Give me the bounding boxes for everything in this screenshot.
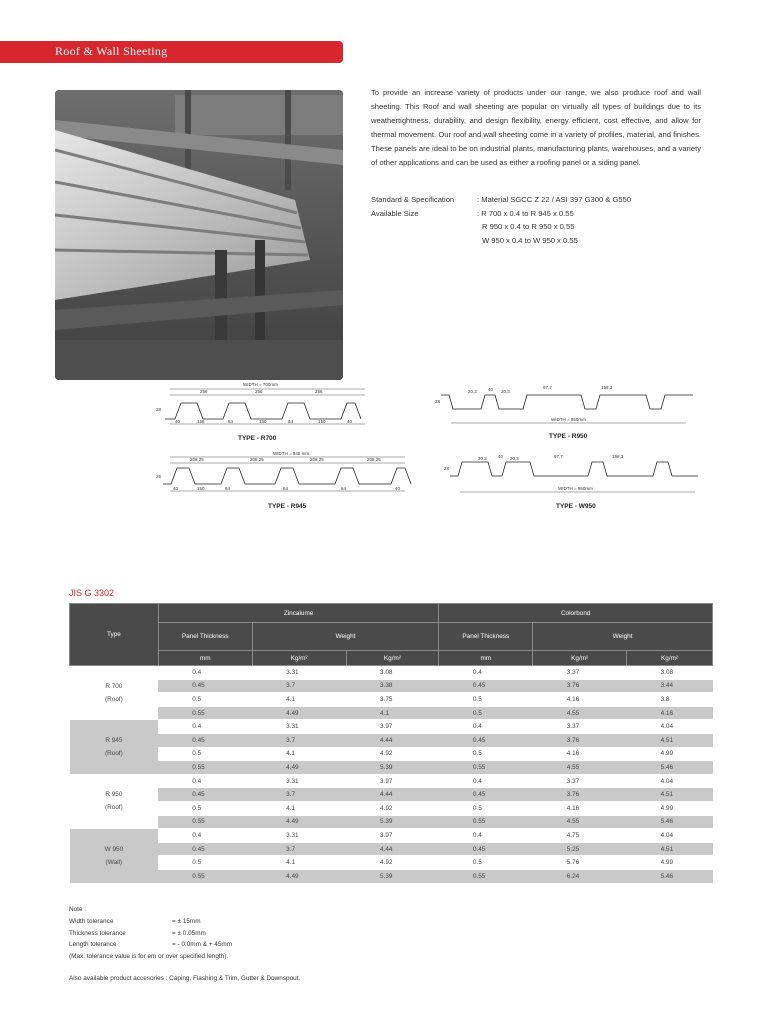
table-cell: 0.45	[439, 733, 533, 747]
table-row	[70, 761, 713, 775]
table-row	[70, 706, 713, 720]
table-row	[70, 842, 713, 856]
type-cell	[70, 774, 159, 828]
r700-width-text: WIDTH = 700mm	[243, 382, 278, 387]
w950-label: TYPE - W950	[556, 503, 596, 510]
unit-header: Kg/m²	[533, 651, 627, 666]
table-cell: 3.31	[252, 720, 346, 734]
table-cell: 0.5	[439, 693, 533, 707]
table-cell: 0.45	[158, 842, 252, 856]
table-cell: 4.99	[627, 747, 713, 761]
table-cell: 0.45	[439, 842, 533, 856]
table-cell: 3.76	[533, 679, 627, 693]
svg-text:158,3: 158,3	[612, 454, 624, 459]
table-row	[70, 801, 713, 815]
svg-text:208,25: 208,25	[367, 457, 381, 462]
svg-text:40: 40	[175, 419, 181, 424]
notes-remark: (Max. tolerance value is for em or over specified length).	[69, 953, 229, 961]
note-key: Length tolerance	[69, 941, 117, 949]
profile-w950-diagram	[440, 450, 705, 500]
svg-text:97,7: 97,7	[554, 454, 563, 459]
table-cell: 0.4	[439, 774, 533, 788]
svg-text:WIDTH = 945 mm: WIDTH = 945 mm	[273, 451, 310, 456]
table-cell: 4.49	[252, 815, 346, 829]
svg-text:20,3: 20,3	[501, 389, 510, 394]
note-value: = - 0.0mm & + 45mm	[172, 941, 233, 949]
table-cell: 3.38	[346, 679, 439, 693]
table-cell: 0.5	[439, 747, 533, 761]
table-cell: 4.16	[533, 801, 627, 815]
type-usage: (Wall)	[105, 858, 123, 866]
table-cell: 3.8	[627, 693, 713, 707]
table-cell: 3.97	[346, 720, 439, 734]
type-usage: (Roof)	[105, 804, 123, 812]
r945-label: TYPE - R945	[268, 503, 307, 510]
table-cell: 5.39	[346, 761, 439, 775]
table-cell: 3.31	[252, 774, 346, 788]
table-cell: 3.31	[252, 666, 346, 680]
svg-text:20,3: 20,3	[478, 456, 487, 461]
table-cell: 4.04	[627, 720, 713, 734]
svg-text:WIDTH = 950mm: WIDTH = 950mm	[558, 486, 593, 491]
table-cell: 4.16	[627, 706, 713, 720]
table-cell: 3.44	[627, 679, 713, 693]
intro-paragraph: To provide an increase variety of products under our range, we also produce roof and wall sheeting. This Roof and wall sheeting are popular on virtually all types of buildings due to its weathertightness, durability, and design flexibility, energy efficient, cost effective, and allow for thermal movement. Our roof and wall sheeting come in a variety of profiles, material, and finishes. These panels are ideal to be on industrial plants, manufacturing plants, warehouses, and a variety of other applications and can be used as either a roofing panel or a siding panel.	[371, 88, 701, 167]
table-cell: 0.4	[439, 720, 533, 734]
table-cell: 0.4	[158, 720, 252, 734]
table-cell: 0.55	[158, 761, 252, 775]
svg-text:64: 64	[288, 419, 294, 424]
table-cell: 0.4	[158, 666, 252, 680]
table-row	[70, 815, 713, 829]
table-cell: 3.97	[346, 774, 439, 788]
table-row	[70, 733, 713, 747]
table-cell: 4.49	[252, 869, 346, 883]
table-cell: 4.04	[627, 829, 713, 843]
svg-text:40: 40	[395, 486, 401, 491]
table-cell: 0.5	[158, 856, 252, 870]
color-panel-thickness-header: Panel Thickness	[439, 623, 533, 651]
svg-text:97,7: 97,7	[543, 385, 552, 390]
specification-table	[69, 603, 713, 884]
unit-header: mm	[439, 651, 533, 666]
svg-text:156: 156	[197, 419, 205, 424]
table-cell: 0.55	[158, 815, 252, 829]
svg-text:208,25: 208,25	[250, 457, 264, 462]
type-header: Type	[70, 604, 159, 666]
svg-text:20,3: 20,3	[468, 389, 477, 394]
svg-text:28: 28	[435, 399, 441, 404]
table-cell: 3.37	[533, 666, 627, 680]
table-cell: 0.55	[439, 761, 533, 775]
svg-text:64: 64	[341, 486, 347, 491]
svg-text:WIDTH = 950mm: WIDTH = 950mm	[551, 417, 586, 422]
table-cell: 4.55	[533, 815, 627, 829]
table-cell: 4.49	[252, 761, 346, 775]
notes-heading: Note :	[69, 906, 87, 913]
note-value: = ± 15mm	[172, 917, 201, 925]
svg-text:28: 28	[444, 466, 450, 471]
table-cell: 0.55	[439, 815, 533, 829]
notes	[69, 904, 232, 963]
note-value: = ± 0.05mm	[172, 929, 206, 937]
svg-text:150: 150	[197, 486, 205, 491]
unit-header: mm	[158, 651, 252, 666]
table-cell: 0.5	[158, 693, 252, 707]
table-cell: 4.16	[533, 747, 627, 761]
table-cell: 4.51	[627, 842, 713, 856]
table-cell: 3.37	[533, 774, 627, 788]
table-cell: 5.39	[346, 815, 439, 829]
standard-label: Standard & Specification	[371, 195, 455, 204]
table-cell: 3.08	[627, 666, 713, 680]
table-cell: 4.55	[533, 761, 627, 775]
table-row	[70, 774, 713, 788]
table-cell: 4.1	[252, 747, 346, 761]
table-row	[70, 829, 713, 843]
table-cell: 3.7	[252, 679, 346, 693]
type-cell	[70, 829, 159, 883]
svg-text:40: 40	[173, 486, 179, 491]
specifications	[371, 193, 631, 247]
table-cell: 0.55	[439, 869, 533, 883]
svg-text:208,25: 208,25	[190, 457, 204, 462]
type-cell	[70, 666, 159, 720]
table-cell: 0.55	[158, 869, 252, 883]
table-row	[70, 747, 713, 761]
table-cell: 4.99	[627, 856, 713, 870]
table-cell: 0.5	[158, 801, 252, 815]
table-cell: 0.5	[158, 747, 252, 761]
standard-value: : Material SGCC Z 22 / ASI 397 G300 & G550	[477, 195, 632, 204]
zinc-weight-header: Weight	[252, 623, 439, 651]
svg-text:20,3: 20,3	[510, 456, 519, 461]
table-cell: 5.46	[627, 815, 713, 829]
table-cell: 3.76	[533, 788, 627, 802]
table-cell: 4.1	[252, 856, 346, 870]
table-cell: 4.44	[346, 842, 439, 856]
type-name: R 700	[105, 682, 123, 690]
table-cell: 0.45	[439, 788, 533, 802]
r950-label: TYPE - R950	[549, 433, 588, 440]
r700-label: TYPE - R700	[238, 435, 277, 442]
unit-header: Kg/m²	[252, 651, 346, 666]
section-header	[0, 41, 343, 63]
table-cell: 4.92	[346, 747, 439, 761]
table-cell: 3.7	[252, 842, 346, 856]
svg-text:256: 256	[200, 389, 208, 394]
roof-sheeting-photo	[55, 90, 343, 380]
table-cell: 3.75	[346, 693, 439, 707]
section-title: Roof & Wall Sheeting	[55, 44, 168, 58]
table-cell: 4.44	[346, 788, 439, 802]
table-cell: 3.97	[346, 829, 439, 843]
type-cell	[70, 720, 159, 774]
table-row	[70, 869, 713, 883]
table-cell: 5.39	[346, 869, 439, 883]
photo-illustration	[55, 90, 343, 380]
table-cell: 0.4	[158, 829, 252, 843]
svg-text:150: 150	[259, 419, 267, 424]
svg-text:256: 256	[255, 389, 263, 394]
table-cell: 4.51	[627, 788, 713, 802]
table-cell: 4.92	[346, 801, 439, 815]
svg-text:40: 40	[488, 387, 494, 392]
svg-text:28: 28	[156, 407, 162, 412]
svg-text:256: 256	[315, 389, 323, 394]
type-usage: (Roof)	[105, 750, 123, 758]
table-row	[70, 693, 713, 707]
svg-text:25: 25	[156, 474, 162, 479]
svg-text:150: 150	[318, 419, 326, 424]
table-cell: 4.55	[533, 706, 627, 720]
table-title: JIS G 3302	[69, 588, 115, 598]
table-cell: 3.7	[252, 788, 346, 802]
table-cell: 4.49	[252, 706, 346, 720]
table-cell: 4.92	[346, 856, 439, 870]
table-cell: 4.1	[252, 693, 346, 707]
unit-header: Kg/m²	[627, 651, 713, 666]
profile-r950-diagram	[431, 381, 701, 431]
zinc-panel-thickness-header: Panel Thickness	[158, 623, 252, 651]
colorbond-header: Colorbond	[439, 604, 713, 623]
table-cell: 5.46	[627, 869, 713, 883]
table-row	[70, 720, 713, 734]
table-cell: 3.76	[533, 733, 627, 747]
table-cell: 4.16	[533, 693, 627, 707]
size-value-3: W 950 x 0.4 to W 950 x 0.55	[482, 235, 578, 245]
table-cell: 4.44	[346, 733, 439, 747]
table-row	[70, 788, 713, 802]
color-weight-header: Weight	[533, 623, 713, 651]
table-cell: 0.45	[158, 788, 252, 802]
table-cell: 0.45	[158, 733, 252, 747]
profile-r700-diagram	[155, 381, 375, 433]
table-cell: 0.5	[439, 801, 533, 815]
size-label: Available Size	[371, 208, 419, 218]
svg-text:208,25: 208,25	[310, 457, 324, 462]
table-cell: 4.1	[346, 706, 439, 720]
svg-text:158,3: 158,3	[601, 385, 613, 390]
table-cell: 0.45	[439, 679, 533, 693]
table-row	[70, 679, 713, 693]
table-cell: 5.25	[533, 842, 627, 856]
table-cell: 5.76	[533, 856, 627, 870]
svg-text:64: 64	[225, 486, 231, 491]
table-cell: 5.46	[627, 761, 713, 775]
table-cell: 6.24	[533, 869, 627, 883]
table-cell: 0.55	[158, 706, 252, 720]
table-row	[70, 666, 713, 680]
table-cell: 4.51	[627, 733, 713, 747]
profile-r945-diagram	[155, 450, 427, 500]
table-cell: 0.4	[158, 774, 252, 788]
note-key: Thickness tolerance	[69, 929, 126, 937]
type-name: W 950	[104, 845, 124, 853]
table-cell: 0.5	[439, 856, 533, 870]
table-cell: 0.45	[158, 679, 252, 693]
accessories-note: Also available product accesories : Caping, Flashing & Trim, Gutter & Downspout.	[69, 975, 301, 982]
size-value-2: R 950 x 0.4 to R 950 x 0.55	[482, 222, 575, 231]
type-usage: (Roof)	[105, 695, 123, 703]
svg-text:64: 64	[283, 486, 289, 491]
table-cell: 0.4	[439, 829, 533, 843]
svg-text:64: 64	[228, 419, 234, 424]
note-key: Width tolerance	[69, 917, 114, 925]
table-cell: 3.7	[252, 733, 346, 747]
unit-header: Kg/m²	[346, 651, 439, 666]
table-cell: 4.1	[252, 801, 346, 815]
type-name: R 950	[105, 791, 123, 799]
table-cell: 0.4	[439, 666, 533, 680]
table-cell: 4.99	[627, 801, 713, 815]
table-cell: 3.08	[346, 666, 439, 680]
table-cell: 3.37	[533, 720, 627, 734]
table-cell: 3.31	[252, 829, 346, 843]
svg-text:40: 40	[347, 419, 353, 424]
table-cell: 4.04	[627, 774, 713, 788]
table-cell: 0.5	[439, 706, 533, 720]
table-cell: 4.75	[533, 829, 627, 843]
zincalume-header: Zincalume	[158, 604, 439, 623]
size-value-1: : R 700 x 0.4 to R 945 x 0.55	[477, 208, 574, 218]
type-name: R 945	[105, 737, 123, 745]
table-row	[70, 856, 713, 870]
svg-text:40: 40	[498, 454, 504, 459]
